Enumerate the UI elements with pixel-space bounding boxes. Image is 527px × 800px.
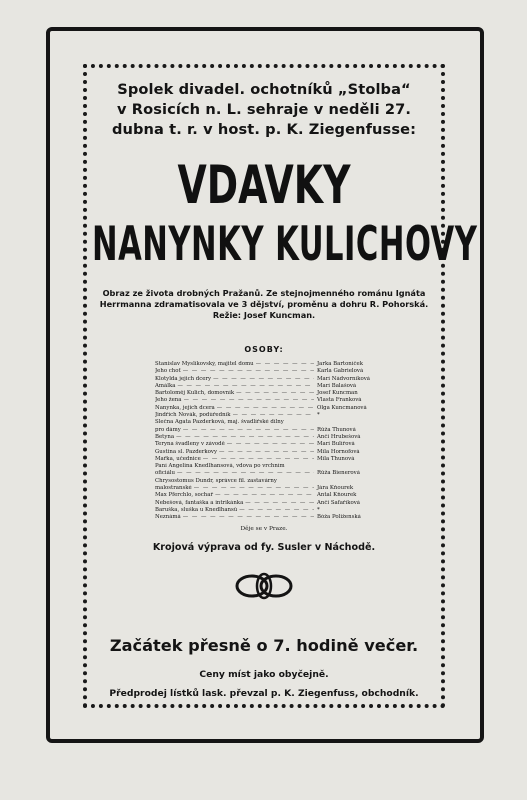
cast-role: Jeho žena: [155, 397, 182, 404]
cast-row: [155, 405, 373, 412]
cast-row: [155, 376, 373, 383]
cast-row: [155, 419, 373, 426]
cast-actor: Bóža Poliženská: [317, 514, 361, 521]
cast-actor: *: [317, 412, 320, 419]
cast-heading: OSOBY:: [244, 345, 284, 354]
cast-role: Jeho choť: [155, 368, 181, 375]
cast-leader-dashes: [245, 500, 314, 507]
cast-row: [155, 492, 373, 499]
cast-leader-dashes: [227, 441, 314, 448]
subtitle-line: Obraz ze života drobných Pražanů. Ze stejnojmenného románu Ignáta: [102, 288, 426, 298]
cast-role: Nanynka, jejich dcera: [155, 404, 215, 411]
cast-row: [155, 434, 373, 441]
cast-leader-dashes: [183, 368, 314, 375]
cast-actor: Marí Bulířová: [317, 441, 355, 448]
start-time: Začátek přesně o 7. hodině večer.: [109, 635, 419, 655]
cast-row: [155, 485, 373, 492]
cast-actor: [314, 463, 373, 470]
cast-leader-dashes: [239, 507, 314, 514]
cast-row: [155, 463, 373, 470]
cast-actor: Anči Šafaříková: [317, 499, 361, 506]
cast-row: [155, 390, 373, 397]
cast-leader-dashes: [219, 449, 314, 456]
cast-leader-dashes: [177, 383, 314, 390]
cast-actor: Míla Thunová: [317, 455, 355, 462]
cast-row: [155, 361, 373, 368]
cast-role: Gustina sl. Pazderkovy: [155, 448, 218, 455]
cast-role: Teryna švadleny v závodě: [155, 441, 225, 448]
costume-credit: Krojová výprava od fy. Susler v Náchodě.: [152, 541, 376, 553]
cast-leader-dashes: [176, 434, 314, 441]
cast-row: [155, 427, 373, 434]
subtitle-line: Herrmanna zdramatisovala ve 3 dějství, proměnu a dohru R. Pohorská.: [99, 299, 429, 309]
cast-actor: Josef Kuncman: [317, 390, 358, 397]
cast-role: Bartoloměj Kulich, domovník: [155, 390, 235, 397]
cast-row: [155, 456, 373, 463]
cast-actor: Míla Hornofová: [317, 448, 360, 455]
cast-actor: [314, 419, 373, 426]
cast-role: Stanislav Myslíkovský, majitel domu: [155, 361, 254, 367]
play-title-line-1: VDAVKY: [177, 154, 351, 216]
cast-leader-dashes: [194, 485, 314, 492]
cast-row: [155, 397, 373, 404]
cast-row: [155, 449, 373, 456]
cast-leader-dashes: [184, 397, 315, 404]
cast-leader-dashes: [177, 470, 314, 477]
cast-actor: Růža Thunová: [317, 426, 356, 433]
cast-actor: Jára Kňourek: [317, 485, 354, 492]
cast-role: Slečna Agata Pazderková, maj. švadlířské dílny: [155, 419, 284, 426]
cast-row: [155, 441, 373, 448]
intro-line: dubna t. r. v host. p. K. Ziegenfusse:: [111, 121, 417, 138]
presale-info: Předprodej lístků lask. převzal p. K. Ziegenfuss, obchodník.: [109, 687, 419, 699]
cast-actor: Jarka Bartoníček: [317, 361, 363, 367]
cast-leader-dashes: [183, 427, 314, 434]
cast-leader-dashes: [183, 514, 314, 521]
cast-role: Nebešová, fantaška a intrikánka: [155, 499, 244, 506]
cast-role: Jindřich Novák, podúředník: [155, 412, 231, 419]
cast-leader-dashes: [217, 405, 314, 412]
cast-row: [155, 383, 373, 390]
intro-line: Spolek divadel. ochotníků „Stolba“: [117, 81, 411, 98]
cast-leader-dashes: [236, 390, 314, 397]
cast-role: malostranské: [155, 485, 192, 492]
intro-line: v Rosicích n. L. sehraje v neděli 27.: [116, 101, 412, 118]
cast-leader-dashes: [256, 361, 314, 368]
cast-role: Max Pferchlo, sochař: [155, 492, 214, 499]
cast-role: Baruška, sluška u Knedlhansů: [155, 506, 238, 513]
cast-role: Neznámá: [155, 514, 181, 521]
ticket-prices: Ceny míst jako obyčejně.: [199, 668, 329, 680]
cast-role: oficiálu: [155, 470, 175, 477]
cast-actor: Olga Kuncmanová: [317, 404, 367, 411]
cast-row: [155, 470, 373, 477]
cast-role: Chrysostomus Dundr, správce fil. zastavárny: [155, 477, 277, 484]
cast-actor: [314, 478, 373, 485]
setting-note: Děje se v Praze.: [240, 525, 288, 532]
cast-row: [155, 368, 373, 375]
cast-row: [155, 507, 373, 514]
interlaced-rings-emblem-icon: [234, 570, 294, 602]
cast-actor: Marí Balašová: [317, 382, 357, 389]
cast-role: Mařka, učednice: [155, 455, 201, 462]
cast-role: pro dámy: [155, 426, 181, 433]
cast-leader-dashes: [215, 492, 314, 499]
cast-actor: Anči Hrubešová: [317, 433, 361, 440]
cast-role: Betyna: [155, 433, 175, 440]
cast-actor: Karla Gabrielová: [317, 368, 364, 375]
cast-role: Klotylda jejich dcery: [155, 375, 212, 382]
cast-row: [155, 412, 373, 419]
play-title-line-2: NANYNKY KULICHOVY: [92, 216, 478, 273]
cast-role: Paní Angelina Knedlhansová, vdova po vrchním: [155, 463, 285, 470]
cast-actor: Růža Bienerová: [317, 470, 360, 477]
cast-list: [155, 361, 373, 522]
subtitle-line: Režie: Josef Kuncman.: [212, 310, 316, 320]
poster-content: [92, 72, 478, 700]
cast-role: Amálka: [155, 382, 176, 389]
cast-actor: Marí Nádvorníková: [317, 375, 370, 382]
intro-text: [92, 80, 436, 140]
cast-actor: *: [317, 506, 320, 513]
cast-row: [155, 478, 373, 485]
cast-leader-dashes: [213, 376, 314, 383]
cast-actor: Vlasta Franková: [317, 397, 362, 404]
cast-actor: Antal Kňourek: [317, 492, 357, 499]
play-subtitle: [92, 288, 436, 321]
cast-row: [155, 514, 373, 521]
cast-leader-dashes: [233, 412, 314, 419]
cast-leader-dashes: [203, 456, 314, 463]
cast-row: [155, 500, 373, 507]
